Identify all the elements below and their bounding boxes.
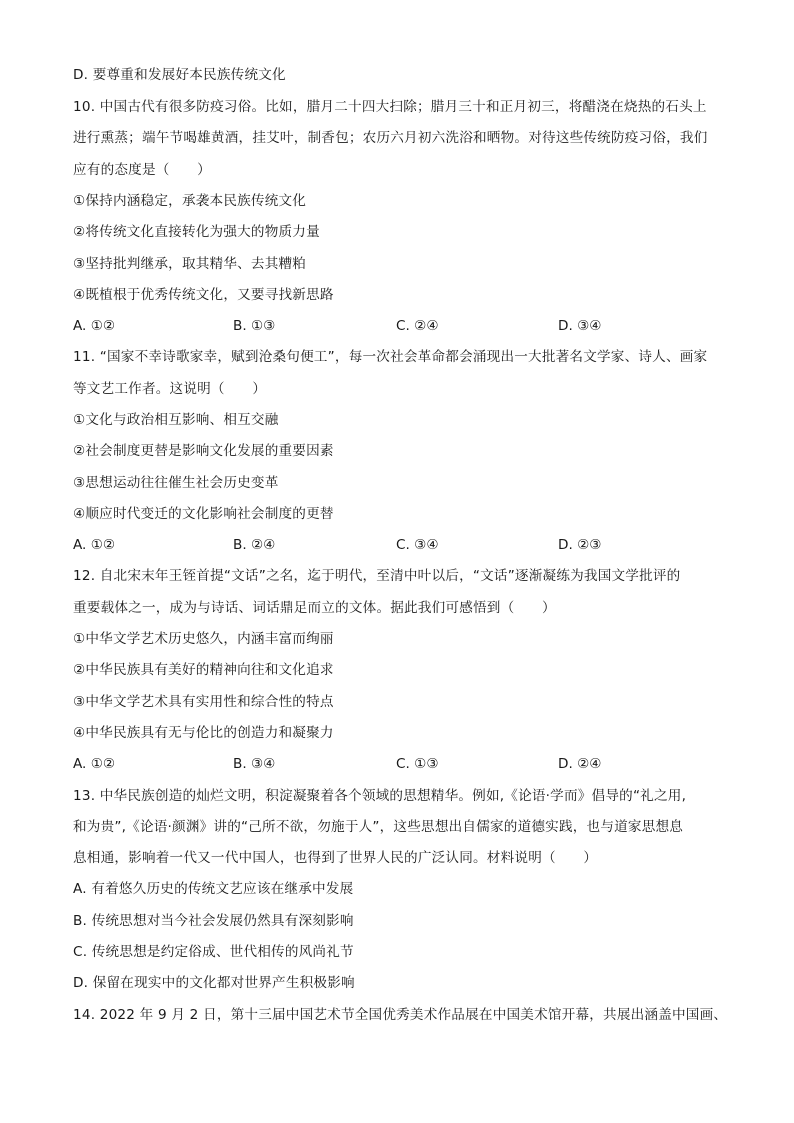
q10-choice-d: D. ③④ (558, 318, 602, 334)
q11-statement-2: ②社会制度更替是影响文化发展的重要因素 (73, 443, 334, 459)
q11-stem-line-1: 11. “国家不幸诗歌家幸，赋到沧桑句便工”，每一次社会革命都会涌现出一大批著名文学家、诗人、画家 (73, 349, 708, 365)
q11-statement-3: ③思想运动往往催生社会历史变革 (73, 475, 279, 491)
q11-choice-a: A. ①② (73, 537, 116, 553)
q12-statement-4: ④中华民族具有无与伦比的创造力和凝聚力 (73, 725, 334, 741)
q13-option-c: C. 传统思想是约定俗成、世代相传的风尚礼节 (73, 944, 354, 960)
q10-stem-line-2: 进行熏蒸；端午节喝雄黄酒，挂艾叶，制香包；农历六月初六洗浴和晒物。对待这些传统防疫习俗，我们 (73, 130, 708, 146)
q10-stem-line-1: 10. 中国古代有很多防疫习俗。比如，腊月二十四大扫除；腊月三十和正月初三，将醋浇在烧热的石头上 (73, 99, 707, 115)
q10-choice-c: C. ②④ (396, 318, 439, 334)
q10-statement-4: ④既植根于优秀传统文化，又要寻找新思路 (73, 287, 334, 303)
q12-choice-c: C. ①③ (396, 756, 439, 772)
q10-statement-3: ③坚持批判继承，取其精华、去其糟粕 (73, 256, 307, 272)
q13-stem-line-1: 13. 中华民族创造的灿烂文明，积淀凝聚着各个领域的思想精华。例如,《论语·学而》倡导的“礼之用, (73, 788, 687, 804)
q12-choice-d: D. ②④ (558, 756, 602, 772)
q11-choice-d: D. ②③ (558, 537, 602, 553)
q9-option-d: D. 要尊重和发展好本民族传统文化 (73, 67, 286, 83)
q13-option-d: D. 保留在现实中的文化都对世界产生积极影响 (73, 975, 355, 991)
q11-choice-c: C. ③④ (396, 537, 439, 553)
q12-stem-line-1: 12. 自北宋末年王铚首提“文话”之名，迄于明代，至清中叶以后，“文话”逐渐凝练为我国文学批评的 (73, 568, 681, 584)
q12-stem-line-2: 重要载体之一，成为与诗话、词话鼎足而立的文体。据此我们可感悟到（ ） (73, 600, 556, 616)
q10-choice-b: B. ①③ (233, 318, 276, 334)
q13-option-a: A. 有着悠久历史的传统文艺应该在继承中发展 (73, 881, 354, 897)
q12-choice-b: B. ③④ (233, 756, 276, 772)
q10-statement-1: ①保持内涵稳定，承袭本民族传统文化 (73, 193, 307, 209)
q11-stem-line-2: 等文艺工作者。这说明（ ） (73, 381, 267, 397)
q14-stem-line-1: 14. 2022 年 9 月 2 日，第十三届中国艺术节全国优秀美术作品展在中国美术馆开幕，共展出涵盖中国画、 (73, 1007, 728, 1023)
q13-stem-line-3: 息相通，影响着一代又一代中国人，也得到了世界人民的广泛认同。材料说明（ ） (73, 850, 598, 866)
q10-stem-line-3: 应有的态度是（ ） (73, 162, 211, 178)
q10-choice-a: A. ①② (73, 318, 116, 334)
q11-choice-b: B. ②④ (233, 537, 276, 553)
q11-statement-4: ④顺应时代变迁的文化影响社会制度的更替 (73, 506, 334, 522)
q13-stem-line-2: 和为贵”,《论语·颜渊》讲的“己所不欲，勿施于人”，这些思想出自儒家的道德实践，也与道家思想息 (73, 819, 684, 835)
q12-statement-3: ③中华文学艺术具有实用性和综合性的特点 (73, 694, 334, 710)
q10-statement-2: ②将传统文化直接转化为强大的物质力量 (73, 224, 320, 240)
q10-choices (73, 317, 733, 335)
q11-choices (73, 536, 733, 554)
q11-statement-1: ①文化与政治相互影响、相互交融 (73, 412, 279, 428)
q12-statement-2: ②中华民族具有美好的精神向往和文化追求 (73, 662, 334, 678)
q12-choice-a: A. ①② (73, 756, 116, 772)
q12-choices (73, 755, 733, 773)
q12-statement-1: ①中华文学艺术历史悠久，内涵丰富而绚丽 (73, 631, 334, 647)
q13-option-b: B. 传统思想对当今社会发展仍然具有深刻影响 (73, 913, 354, 929)
